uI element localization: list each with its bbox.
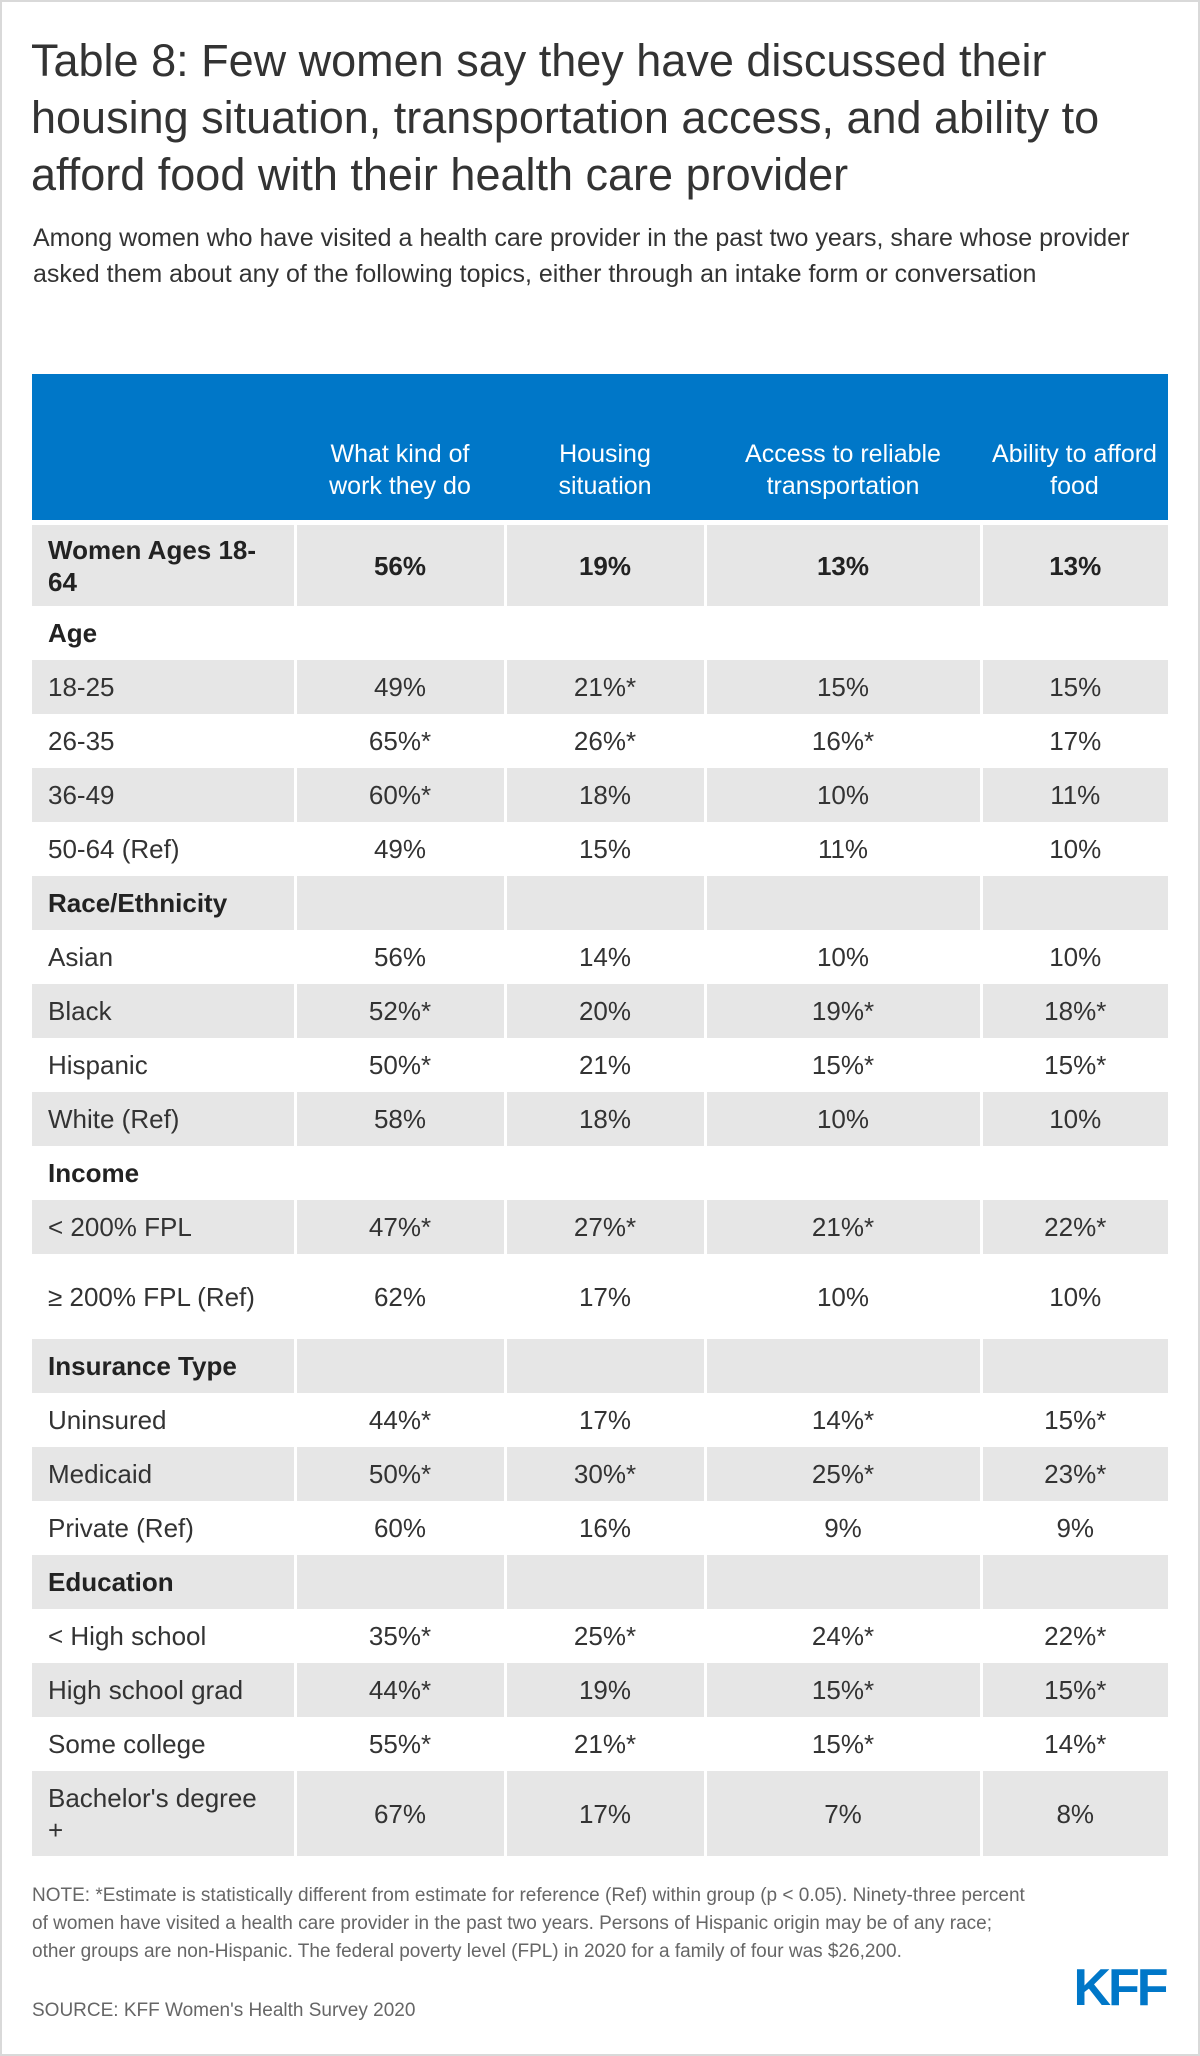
table-cell: 47%*	[295, 1200, 505, 1254]
table-cell	[505, 1339, 705, 1393]
table-cell: 56%	[295, 523, 505, 607]
table-cell: 56%	[295, 930, 505, 984]
table-cell: 23%*	[981, 1447, 1168, 1501]
table-cell: 13%	[705, 523, 981, 607]
row-label: ≥ 200% FPL (Ref)	[32, 1254, 295, 1339]
table-cell: 15%*	[981, 1663, 1168, 1717]
table-cell	[981, 1146, 1168, 1200]
table-cell: 24%*	[705, 1609, 981, 1663]
table-cell	[505, 1555, 705, 1609]
table-cell: 10%	[705, 930, 981, 984]
section-label: Race/Ethnicity	[32, 876, 295, 930]
table-cell: 49%	[295, 660, 505, 714]
table-cell: 11%	[981, 768, 1168, 822]
table-cell: 17%	[505, 1254, 705, 1339]
kff-logo	[1071, 1960, 1168, 2012]
row-label: White (Ref)	[32, 1092, 295, 1146]
table-cell: 25%*	[705, 1447, 981, 1501]
row-label: Private (Ref)	[32, 1501, 295, 1555]
table-cell: 15%*	[705, 1038, 981, 1092]
header-row	[32, 374, 1168, 523]
table-cell: 14%*	[705, 1393, 981, 1447]
table-cell: 21%*	[505, 660, 705, 714]
table-cell	[505, 876, 705, 930]
table-cell: 25%*	[505, 1609, 705, 1663]
data-table	[32, 374, 1168, 1856]
table-cell: 9%	[705, 1501, 981, 1555]
column-header-food: Ability to afford food	[981, 374, 1168, 523]
row-label: < High school	[32, 1609, 295, 1663]
table-row	[32, 930, 1168, 984]
table-cell: 67%	[295, 1771, 505, 1856]
table-cell: 16%*	[705, 714, 981, 768]
table-cell	[981, 1339, 1168, 1393]
row-label: 26-35	[32, 714, 295, 768]
table-cell	[981, 876, 1168, 930]
table-cell: 9%	[981, 1501, 1168, 1555]
table-cell	[295, 606, 505, 660]
table-row	[32, 1038, 1168, 1092]
table-row	[32, 984, 1168, 1038]
table-cell: 26%*	[505, 714, 705, 768]
column-header-work: What kind of work they do	[295, 374, 505, 523]
table-row	[32, 1663, 1168, 1717]
section-row	[32, 1146, 1168, 1200]
table-cell: 14%	[505, 930, 705, 984]
chart-title: Table 8: Few women say they have discussed their housing situation, transportation access, and ability to afford food with their health care provider	[31, 35, 1100, 200]
table-cell: 8%	[981, 1771, 1168, 1856]
table-cell: 15%*	[705, 1717, 981, 1771]
section-row	[32, 1339, 1168, 1393]
table-cell	[505, 1146, 705, 1200]
section-label: Income	[32, 1146, 295, 1200]
row-label: 18-25	[32, 660, 295, 714]
table-cell: 44%*	[295, 1393, 505, 1447]
row-label: Hispanic	[32, 1038, 295, 1092]
table-cell: 14%*	[981, 1717, 1168, 1771]
row-label: Medicaid	[32, 1447, 295, 1501]
table-cell	[981, 606, 1168, 660]
table-cell: 15%*	[981, 1393, 1168, 1447]
table-cell: 15%	[505, 822, 705, 876]
table-cell: 18%	[505, 768, 705, 822]
table-cell: 50%*	[295, 1038, 505, 1092]
table-cell: 50%*	[295, 1447, 505, 1501]
table-cell: 21%*	[705, 1200, 981, 1254]
table-header	[32, 374, 1168, 523]
table-cell	[295, 1146, 505, 1200]
table-cell: 17%	[505, 1393, 705, 1447]
table-cell: 10%	[981, 930, 1168, 984]
table-cell: 19%	[505, 1663, 705, 1717]
table-cell: 21%	[505, 1038, 705, 1092]
table-cell: 17%	[505, 1771, 705, 1856]
table-cell: 44%*	[295, 1663, 505, 1717]
table-row	[32, 1092, 1168, 1146]
table-cell	[295, 1555, 505, 1609]
row-label: Asian	[32, 930, 295, 984]
table-row	[32, 1609, 1168, 1663]
table-cell	[705, 876, 981, 930]
table-row	[32, 1717, 1168, 1771]
table-cell: 52%*	[295, 984, 505, 1038]
table-row	[32, 1501, 1168, 1555]
table-cell: 10%	[705, 1092, 981, 1146]
table-cell: 55%*	[295, 1717, 505, 1771]
table-row	[32, 1393, 1168, 1447]
table-cell: 19%	[505, 523, 705, 607]
column-header-housing: Housing situation	[505, 374, 705, 523]
kff-logo-text: KFF	[1073, 1960, 1166, 2012]
table-row	[32, 1447, 1168, 1501]
section-label: Insurance Type	[32, 1339, 295, 1393]
table-cell	[295, 1339, 505, 1393]
table-cell	[295, 876, 505, 930]
table-cell: 10%	[981, 1092, 1168, 1146]
chart-subtitle: Among women who have visited a health care provider in the past two years, share whose provider asked them about any of the following topics, either through an intake form or conversation	[33, 224, 1130, 288]
table-cell	[505, 606, 705, 660]
table-row	[32, 1200, 1168, 1254]
section-row	[32, 876, 1168, 930]
table-cell: 15%	[981, 660, 1168, 714]
table-cell: 16%	[505, 1501, 705, 1555]
table-row	[32, 822, 1168, 876]
column-header-transportation: Access to reliable transportation	[705, 374, 981, 523]
row-label: 50-64 (Ref)	[32, 822, 295, 876]
row-label: 36-49	[32, 768, 295, 822]
table-cell: 17%	[981, 714, 1168, 768]
table-cell: 15%*	[705, 1663, 981, 1717]
table-cell: 10%	[981, 822, 1168, 876]
table-row	[32, 714, 1168, 768]
table-cell	[705, 606, 981, 660]
source-note: SOURCE: KFF Women's Health Survey 2020	[32, 2000, 416, 2021]
table-cell: 10%	[981, 1254, 1168, 1339]
table-row	[32, 660, 1168, 714]
table-cell	[705, 1555, 981, 1609]
table-cell: 11%	[705, 822, 981, 876]
table-cell	[981, 1555, 1168, 1609]
table-cell: 22%*	[981, 1200, 1168, 1254]
table-cell: 60%*	[295, 768, 505, 822]
table-cell: 22%*	[981, 1609, 1168, 1663]
row-label: Black	[32, 984, 295, 1038]
total-row	[32, 523, 1168, 607]
table-cell: 10%	[705, 1254, 981, 1339]
table-row	[32, 1771, 1168, 1856]
table-cell: 35%*	[295, 1609, 505, 1663]
table-cell: 15%*	[981, 1038, 1168, 1092]
table-cell: 18%	[505, 1092, 705, 1146]
section-row	[32, 1555, 1168, 1609]
section-label: Education	[32, 1555, 295, 1609]
table-cell	[705, 1146, 981, 1200]
table-cell: 27%*	[505, 1200, 705, 1254]
table-cell: 49%	[295, 822, 505, 876]
table-body	[32, 523, 1168, 1857]
table-cell: 65%*	[295, 714, 505, 768]
table-cell: 62%	[295, 1254, 505, 1339]
table-cell: 10%	[705, 768, 981, 822]
table-cell: 21%*	[505, 1717, 705, 1771]
table-cell: 30%*	[505, 1447, 705, 1501]
table-cell: 60%	[295, 1501, 505, 1555]
row-label: Women Ages 18-64	[32, 523, 295, 607]
row-label: Some college	[32, 1717, 295, 1771]
section-label: Age	[32, 606, 295, 660]
row-label: Uninsured	[32, 1393, 295, 1447]
table-row	[32, 1254, 1168, 1339]
table-cell: 7%	[705, 1771, 981, 1856]
table-cell: 58%	[295, 1092, 505, 1146]
table-cell: 13%	[981, 523, 1168, 607]
column-header-blank	[32, 374, 295, 523]
table-row	[32, 768, 1168, 822]
row-label: High school grad	[32, 1663, 295, 1717]
section-row	[32, 606, 1168, 660]
table-cell: 18%*	[981, 984, 1168, 1038]
footnote: NOTE: *Estimate is statistically different from estimate for reference (Ref) within group (p < 0.05). Ninety-three percent of women have visited a health care provider in the past two years. Persons of Hispanic origin may be of any race; other groups are non-Hispanic. The federal poverty level (FPL) in 2020 for a family of four was $26,200.	[32, 1885, 1025, 1962]
row-label: < 200% FPL	[32, 1200, 295, 1254]
table-cell: 15%	[705, 660, 981, 714]
row-label: Bachelor's degree +	[32, 1771, 295, 1856]
table-cell	[705, 1339, 981, 1393]
table-cell: 20%	[505, 984, 705, 1038]
table-cell: 19%*	[705, 984, 981, 1038]
